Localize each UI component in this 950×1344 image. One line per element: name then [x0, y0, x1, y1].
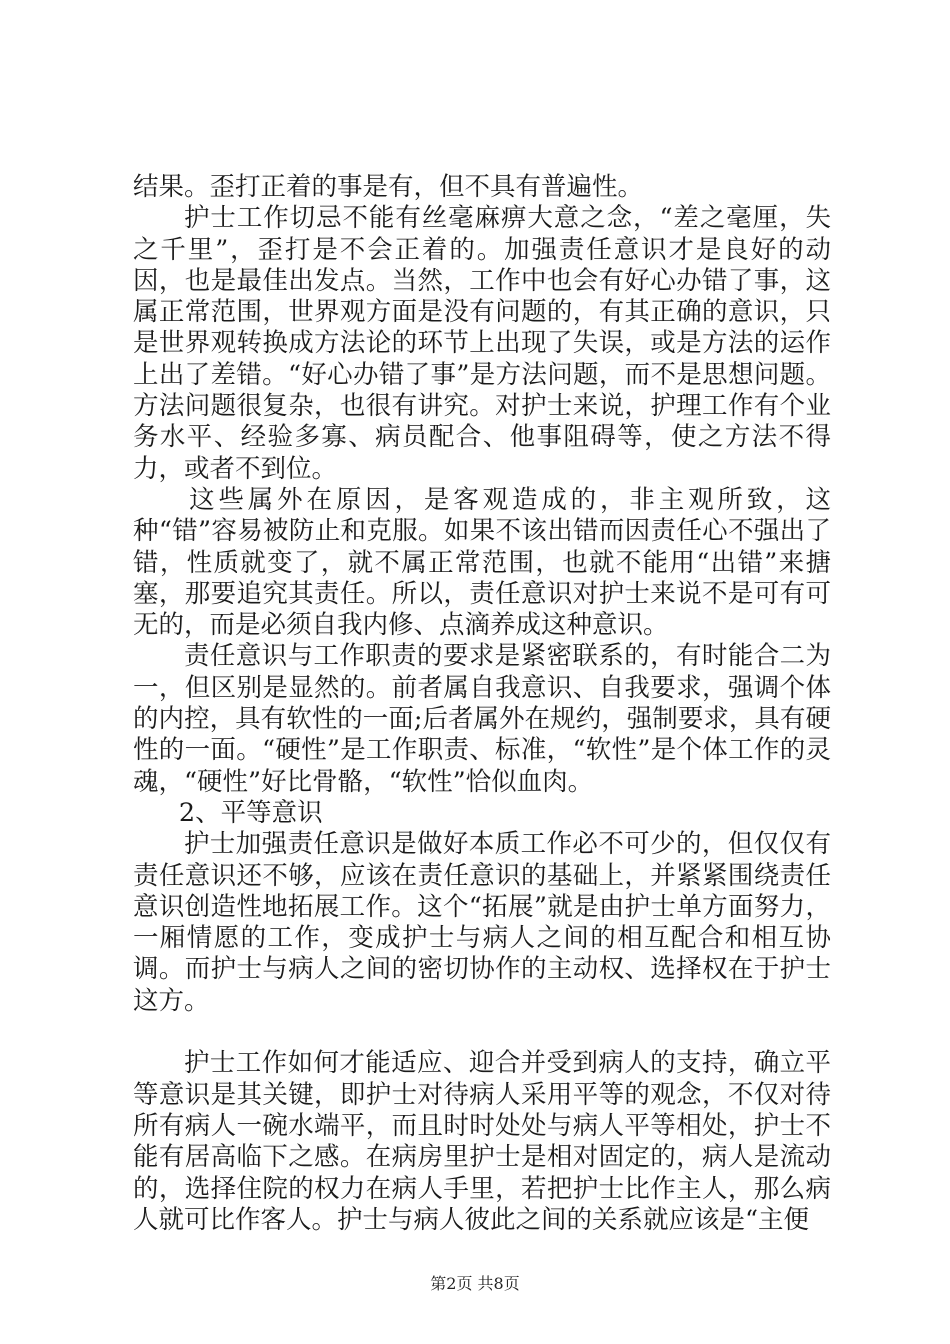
page-footer: 第2页 共8页 [430, 1274, 520, 1293]
paragraph-external-causes: 这些属外在原因，是客观造成的，非主观所致，这种“错”容易被防止和克服。如果不该出错而因责任心不强出了错，性质就变了，就不属正常范围，也就不能用“出错”来搪塞，那要追究其责任。所以，责任意识对护士来说不是可有可无的，而是必须自我内修、点滴养成这种意识。 [133, 484, 831, 641]
paragraph-duty-relation: 责任意识与工作职责的要求是紧密联系的，有时能合二为一，但区别是显然的。前者属自我意识、自我要求，强调个体的内控，具有软性的一面;后者属外在规约，强制要求，具有硬性的一面。“硬性”是工作职责、标准，“软性”是个体工作的灵魂，“硬性”好比骨骼，“软性”恰似血肉。 [133, 641, 831, 797]
paragraph-equality-awareness: 护士工作如何才能适应、迎合并受到病人的支持，确立平等意识是其关键，即护士对待病人采用平等的观念，不仅对待所有病人一碗水端平，而且时时处处与病人平等相处，护士不能有居高临下之感。在病房里护士是相对固定的，病人是流动的，选择住院的权力在病人手里，若把护士比作主人，那么病人就可比作客人。护士与病人彼此之间的关系就应该是“主便 [133, 1048, 831, 1235]
paragraph-responsibility-care: 护士工作切忌不能有丝毫麻痹大意之念，“差之毫厘，失之千里”，歪打是不会正着的。加强责任意识才是良好的动因，也是最佳出发点。当然，工作中也会有好心办错了事，这属正常范围，世界观方面是没有问题的，有其正确的意识，只是世界观转换成方法论的环节上出现了失误，或是方法的运作上出了差错。“好心办错了事”是方法问题，而不是思想问题。方法问题很复杂，也很有讲究。对护士来说，护理工作有个业务水平、经验多寡、病员配合、他事阻碍等，使之方法不得力，或者不到位。 [133, 203, 831, 484]
section-heading-equality: 2、平等意识 [178, 797, 323, 828]
paragraph-expand-work: 护士加强责任意识是做好本质工作必不可少的，但仅仅有责任意识还不够，应该在责任意识的基础上，并紧紧围绕责任意识创造性地拓展工作。这个“拓展”就是由护士单方面努力，一厢情愿的工作，变成护士与病人之间的相互配合和相互协调。而护士与病人之间的密切协作的主动权、选择权在于护士这方。 [133, 829, 831, 1016]
paragraph-continuation: 结果。歪打正着的事是有，但不具有普遍性。 [133, 172, 644, 202]
document-body [133, 172, 831, 1236]
